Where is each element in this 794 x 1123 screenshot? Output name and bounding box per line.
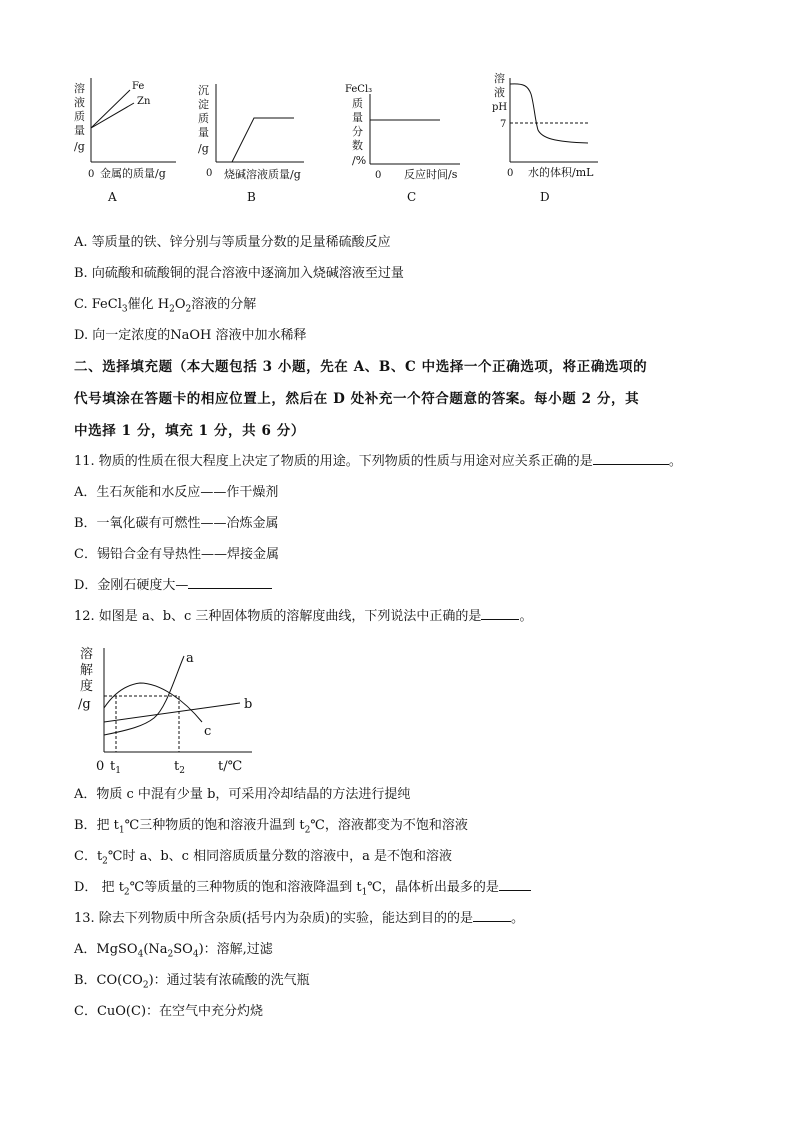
graph-d-seven: 7 (500, 119, 507, 130)
graph-d-caption: D (540, 190, 550, 204)
graph-a-ylabel-4: 量 (74, 124, 85, 137)
graph-a-ylabel-2: 液 (74, 96, 85, 109)
q13-option-b (74, 972, 310, 995)
option-10-c-mid: 催化 H (127, 297, 170, 312)
graph-b-origin: 0 (206, 168, 213, 179)
q12-d-pre: D． 把 t (74, 880, 124, 895)
q12-t1-t: t (110, 759, 116, 774)
option-10-b: B. 向硫酸和硫酸铜的混合溶液中逐滴加入烧碱溶液至过量 (74, 266, 404, 281)
q12-t1 (110, 759, 121, 776)
graph-b-xlabel: 烧碱溶液质量/g (224, 168, 301, 181)
q13-a-mid2: SO (173, 942, 193, 957)
option-10-c-sub1: 3 (121, 304, 128, 315)
graph-d-ylabel-2: 液 (494, 86, 505, 99)
option-10-c-pre: C. FeCl (74, 297, 122, 312)
q12-d-blank[interactable] (499, 890, 531, 891)
q12-b-mid: ℃三种物质的饱和溶液升温到 t (124, 818, 305, 833)
q12-d-mid: ℃等质量的三种物质的饱和溶液降温到 t (129, 880, 362, 895)
q13-a-pre: A．MgSO (74, 942, 138, 957)
section2-line2: 代号填涂在答题卡的相应位置上，然后在 D 处补充一个符合题意的答案。每小题 2 分，其 (74, 391, 640, 407)
graph-b (196, 80, 311, 185)
q11-answer-blank[interactable] (593, 464, 669, 465)
q11-stem (74, 453, 682, 471)
q11-option-a: A．生石灰能和水反应——作干燥剂 (74, 485, 279, 500)
option-10-c-post: 溶液的分解 (191, 297, 257, 312)
q12-curve-c (104, 683, 202, 722)
q12-option-b (74, 817, 468, 840)
graph-d-ylabel-ph: pH (492, 102, 508, 113)
graph-c-caption: C (407, 190, 417, 204)
option-10-c-sub3: 2 (185, 304, 192, 315)
q12-b-s2: 2 (304, 825, 311, 836)
q12-ylabel-3: 度 (80, 679, 94, 694)
q12-d-s1: 2 (123, 887, 130, 898)
graph-a-fe-label: Fe (132, 81, 145, 92)
graph-a-xlabel: 金属的质量/g (100, 167, 166, 180)
graph-c-ylabel-4: 数 (352, 139, 363, 152)
q13-a-s2: 2 (167, 949, 174, 960)
graph-d-curve (510, 84, 588, 143)
q13-b-pre: B．CO(CO (74, 973, 143, 988)
graph-c-ylabel-3: 分 (352, 125, 363, 138)
q11-option-d-text: D．金刚石硬度大— (74, 578, 189, 593)
q12-origin: 0 (96, 759, 105, 774)
q12-curve-b (104, 703, 240, 722)
q12-label-c: c (204, 724, 212, 739)
q12-t2 (174, 759, 185, 776)
graph-b-ylabel-1: 沉 (198, 84, 209, 97)
q13-b-s1: 2 (142, 980, 149, 991)
q11-option-d (74, 577, 272, 595)
graph-a (70, 70, 180, 185)
graph-c (340, 80, 465, 185)
q11-option-c: C．锡铅合金有导热性——焊接金属 (74, 547, 279, 562)
q12-label-b: b (244, 697, 253, 712)
graph-a-caption: A (108, 190, 117, 204)
q12-ylabel-4: /g (78, 697, 91, 712)
q12-b-s1: 1 (118, 825, 125, 836)
q12-ylabel-1: 溶 (80, 647, 94, 662)
q12-stem (74, 608, 532, 626)
graph-c-ylabel-2: 量 (352, 111, 363, 124)
option-10-c (74, 296, 256, 319)
graph-b-caption: B (247, 190, 256, 204)
q12-option-a: A．物质 c 中混有少量 b，可采用冷却结晶的方法进行提纯 (74, 787, 411, 802)
graph-a-ylabel-3: 质 (74, 110, 85, 123)
graph-c-ylabel-5: /% (352, 154, 367, 167)
q13-option-c: C．CuO(C)：在空气中充分灼烧 (74, 1004, 264, 1019)
q12-c-post: ℃时 a、b、c 相同溶质质量分数的溶液中，a 是不饱和溶液 (107, 849, 452, 864)
graph-c-ylabel-top: FeCl₃ (345, 84, 373, 95)
graph-b-ylabel-5: /g (198, 142, 209, 155)
q12-label-a: a (186, 651, 194, 666)
graph-d-origin: 0 (507, 168, 514, 179)
q13-stem-end: 。 (510, 911, 524, 926)
q11-stem-text: 11. 物质的性质在很大程度上决定了物质的用途。下列物质的性质与用途对应关系正确的是 (74, 454, 593, 469)
graph-c-xlabel: 反应时间/s (404, 168, 458, 181)
graph-b-ylabel-2: 淀 (198, 98, 209, 111)
graph-a-ylabel-1: 溶 (74, 82, 85, 95)
q12-c-pre: C．t (74, 849, 103, 864)
graph-c-origin: 0 (375, 170, 382, 181)
graph-d-ylabel-1: 溶 (494, 72, 505, 85)
q13-a-s1: 4 (137, 949, 144, 960)
q11-d-blank[interactable] (188, 588, 272, 589)
section2-line1: 二、选择填充题（本大题包括 3 小题，先在 A、B、C 中选择一个正确选项，将正确选项的 (74, 359, 648, 375)
q11-stem-end: 。 (668, 454, 682, 469)
q12-d-post: ℃，晶体析出最多的是 (367, 880, 499, 895)
q12-d-s2: 1 (361, 887, 368, 898)
q12-t1-sub: 1 (115, 766, 121, 776)
q13-a-mid: (Na (143, 942, 168, 957)
graph-a-ylabel-5: /g (74, 140, 85, 153)
q12-b-pre: B．把 t (74, 818, 119, 833)
q12-b-post: ℃，溶液都变为不饱和溶液 (310, 818, 468, 833)
q11-option-b: B．一氧化碳有可燃性——冶炼金属 (74, 516, 279, 531)
option-10-c-o: O (174, 297, 186, 312)
graph-a-zn-label: Zn (137, 96, 151, 107)
q13-a-post: )：溶解,过滤 (198, 942, 273, 957)
q12-solubility-graph (74, 640, 264, 780)
q12-answer-blank[interactable] (481, 619, 519, 620)
graph-b-curve (232, 118, 294, 162)
q12-t2-sub: 2 (179, 766, 185, 776)
section2-line3: 中选择 1 分，填充 1 分，共 6 分） (74, 423, 305, 439)
option-10-c-sub2: 2 (169, 304, 175, 315)
graph-c-ylabel-1: 质 (352, 97, 363, 110)
q13-b-post: )：通过装有浓硫酸的洗气瓶 (148, 973, 310, 988)
q12-unit: t/℃ (218, 759, 243, 774)
graph-b-ylabel-3: 质 (198, 112, 209, 125)
q13-option-a (74, 941, 273, 964)
q13-a-s3: 4 (192, 949, 199, 960)
option-10-d: D. 向一定浓度的NaOH 溶液中加水稀释 (74, 328, 307, 343)
q12-option-c (74, 848, 452, 871)
option-10-a: A. 等质量的铁、锌分别与等质量分数的足量稀硫酸反应 (74, 235, 391, 250)
graph-d-xlabel: 水的体积/mL (528, 166, 594, 179)
q12-ylabel-2: 解 (80, 663, 94, 678)
graph-d (490, 70, 605, 185)
q13-answer-blank[interactable] (473, 921, 511, 922)
q12-stem-end: 。 (519, 609, 533, 624)
q13-stem (74, 910, 524, 928)
q12-c-s1: 2 (102, 856, 108, 867)
graph-b-ylabel-4: 量 (198, 126, 209, 139)
graph-a-origin: 0 (88, 169, 95, 180)
q12-stem-text: 12. 如图是 a、b、c 三种固体物质的溶解度曲线，下列说法中正确的是 (74, 609, 482, 624)
q13-stem-text: 13. 除去下列物质中所含杂质(括号内为杂质)的实验，能达到目的的是 (74, 911, 473, 926)
q12-t2-t: t (174, 759, 180, 774)
q12-option-d (74, 879, 531, 902)
